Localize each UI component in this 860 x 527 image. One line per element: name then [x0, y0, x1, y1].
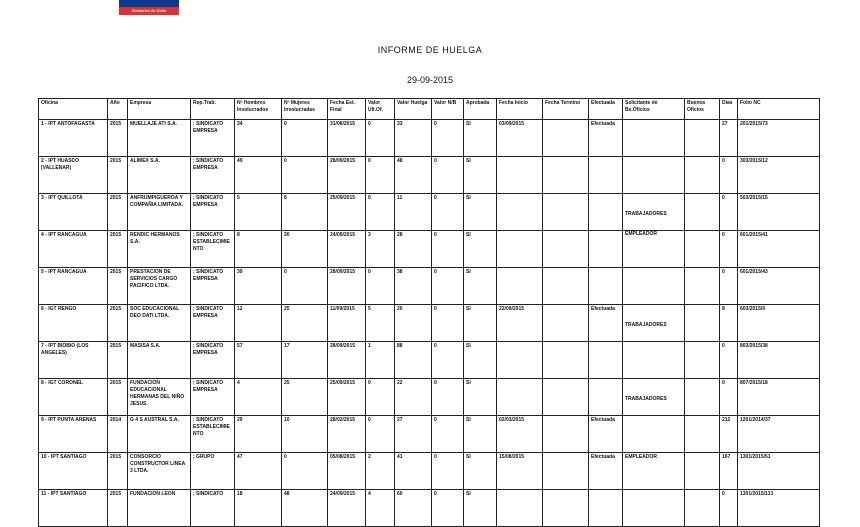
- table-cell: MUELLAJE ATI S.A.: [128, 120, 191, 157]
- table-cell: 0: [432, 416, 464, 453]
- column-header: Nº Hombres Involucrados: [235, 99, 282, 120]
- column-header: Fecha Est. Final: [328, 99, 366, 120]
- table-cell: 0: [720, 268, 738, 305]
- table-cell: [589, 231, 623, 268]
- table-cell: 0: [720, 157, 738, 194]
- table-cell: [623, 305, 685, 342]
- table-cell: [497, 231, 543, 268]
- cell-text: TRABAJADORES: [625, 211, 667, 217]
- table-cell: 29: [235, 416, 282, 453]
- table-cell: 0: [432, 490, 464, 527]
- table-cell: [497, 379, 543, 416]
- table-cell: SOC EDUCACIONAL DEO DATI LTDA.: [128, 305, 191, 342]
- table-cell: 12: [235, 305, 282, 342]
- table-cell: SI: [464, 120, 497, 157]
- table-cell: 0: [366, 416, 395, 453]
- table-cell: 5: [366, 305, 395, 342]
- table-cell: 2015: [108, 453, 128, 490]
- table-header: [39, 99, 820, 120]
- table-cell: 0: [432, 305, 464, 342]
- table-cell: [623, 416, 685, 453]
- table-cell: 0: [366, 157, 395, 194]
- table-cell: G 4 S AUSTRAL S.A.: [128, 416, 191, 453]
- table-cell: [543, 305, 589, 342]
- table-cell: 27: [395, 416, 432, 453]
- table-cell: 0: [282, 268, 328, 305]
- table-cell: 28: [395, 231, 432, 268]
- table-cell: 28/09/2015: [328, 157, 366, 194]
- table-cell: 4: [235, 379, 282, 416]
- table-cell: [623, 379, 685, 416]
- table-cell: [543, 194, 589, 231]
- table-cell: 8 - IGT CORONEL: [39, 379, 108, 416]
- table-cell: ; SINDICATO EMPRESA: [191, 157, 235, 194]
- table-cell: [685, 157, 720, 194]
- table-cell: [623, 490, 685, 527]
- table-cell: 8: [720, 305, 738, 342]
- table-cell: 201/2015/73: [738, 120, 820, 157]
- cell-text: TRABAJADORES: [625, 322, 667, 328]
- table-row: [39, 416, 820, 453]
- column-header: Efectuada: [589, 99, 623, 120]
- table-cell: 47: [235, 453, 282, 490]
- table-cell: 0: [282, 453, 328, 490]
- table-cell: 22: [395, 379, 432, 416]
- table-cell: [589, 194, 623, 231]
- table-cell: 8: [282, 194, 328, 231]
- table-cell: 2015: [108, 120, 128, 157]
- table-cell: ; SINDICATO EMPRESA: [191, 342, 235, 379]
- table-cell: 1301/2015/51: [738, 453, 820, 490]
- table-row: [39, 194, 820, 231]
- table-cell: 0: [282, 120, 328, 157]
- table-cell: 24/09/2015: [328, 490, 366, 527]
- table-cell: 48: [282, 490, 328, 527]
- table-cell: 11: [395, 194, 432, 231]
- table-cell: [589, 379, 623, 416]
- table-cell: 0: [366, 379, 395, 416]
- table-cell: 8: [235, 231, 282, 268]
- table-cell: 807/2015/18: [738, 379, 820, 416]
- table-cell: 803/2015/38: [738, 342, 820, 379]
- table-cell: 0: [432, 231, 464, 268]
- table-cell: 0: [282, 157, 328, 194]
- logo-text: Gobierno de Chile: [131, 8, 167, 13]
- table-cell: 0: [720, 231, 738, 268]
- table-cell: 5: [235, 194, 282, 231]
- table-cell: 3: [366, 231, 395, 268]
- table-cell: 31/08/2015: [328, 120, 366, 157]
- table-cell: ; GRUPO: [191, 453, 235, 490]
- table-cell: SI: [464, 194, 497, 231]
- table-cell: SI: [464, 268, 497, 305]
- table-cell: [589, 490, 623, 527]
- header-row: [39, 99, 820, 120]
- table-cell: PRESTACION DE SERVICIOS CARGO PACIFICO LTDA.: [128, 268, 191, 305]
- table-cell: 2015: [108, 379, 128, 416]
- table-cell: 0: [366, 194, 395, 231]
- column-header: Empresa: [128, 99, 191, 120]
- table-cell: RENDIC HERMANOS S.A.: [128, 231, 191, 268]
- column-header: Días: [720, 99, 738, 120]
- table-cell: 1301/2015/131: [738, 490, 820, 527]
- table-cell: 03/09/2015: [497, 120, 543, 157]
- report-date: 29-09-2015: [406, 75, 454, 85]
- table-cell: 11 - IPT SANTIAGO: [39, 490, 108, 527]
- table-cell: ; SINDICATO: [191, 490, 235, 527]
- table-cell: [685, 379, 720, 416]
- table-row: [39, 342, 820, 379]
- table-cell: ANFRUMPIGUEROA Y COMPAÑIA LIMITADA.: [128, 194, 191, 231]
- table-cell: ; SINDICATO ESTABLECIMIENTO: [191, 231, 235, 268]
- table-cell: 48: [395, 157, 432, 194]
- table-cell: 7 - IPT BIOBIO (LOS ANGELES): [39, 342, 108, 379]
- column-header: Folio NC: [738, 99, 820, 120]
- table-cell: Efectuada: [589, 120, 623, 157]
- table-cell: 4: [366, 490, 395, 527]
- table-cell: 33: [395, 120, 432, 157]
- table-cell: 25/09/2015: [328, 194, 366, 231]
- table-cell: 1: [366, 342, 395, 379]
- table-cell: FUNDACION LEON: [128, 490, 191, 527]
- table-cell: [685, 305, 720, 342]
- table-cell: 0: [432, 194, 464, 231]
- table-cell: 167: [720, 453, 738, 490]
- table-cell: 2015: [108, 231, 128, 268]
- table-cell: [543, 120, 589, 157]
- column-header: Valor Ult.Of.: [366, 99, 395, 120]
- table-cell: 0: [432, 453, 464, 490]
- table-cell: 4 - IPT RANCAGUA: [39, 231, 108, 268]
- table-cell: 2015: [108, 157, 128, 194]
- table-cell: [623, 194, 685, 231]
- table-cell: [623, 268, 685, 305]
- table-cell: [589, 268, 623, 305]
- table-cell: 28/09/2015: [328, 342, 366, 379]
- table-cell: 25: [282, 305, 328, 342]
- table-cell: ; SINDICATO EMPRESA: [191, 194, 235, 231]
- table-cell: 39: [235, 268, 282, 305]
- table-cell: 11/09/2015: [328, 305, 366, 342]
- table-cell: SI: [464, 231, 497, 268]
- table-cell: ; SINDICATO EMPRESA: [191, 120, 235, 157]
- table-cell: [543, 157, 589, 194]
- table-cell: [497, 157, 543, 194]
- table-cell: 1201/2014/37: [738, 416, 820, 453]
- table-cell: [497, 194, 543, 231]
- table-cell: 0: [432, 157, 464, 194]
- table-cell: 17: [282, 342, 328, 379]
- table-row: [39, 268, 820, 305]
- table-cell: 25/09/2015: [328, 379, 366, 416]
- table-cell: [685, 490, 720, 527]
- table-cell: 0: [432, 268, 464, 305]
- table-cell: MASISA S.A.: [128, 342, 191, 379]
- table-cell: 2 - IPT HUASCO (VALLENAR): [39, 157, 108, 194]
- table-cell: SI: [464, 453, 497, 490]
- table-cell: 6 - IGT RENGO: [39, 305, 108, 342]
- table-cell: [543, 453, 589, 490]
- table-cell: 2015: [108, 490, 128, 527]
- table-cell: 10: [282, 416, 328, 453]
- table-cell: 0: [720, 490, 738, 527]
- table-cell: 22/09/2015: [497, 305, 543, 342]
- table-cell: 60: [395, 490, 432, 527]
- table-cell: [543, 342, 589, 379]
- table-cell: [497, 490, 543, 527]
- table-cell: 601/2015/43: [738, 268, 820, 305]
- table-cell: 5 - IPT RANCAGUA: [39, 268, 108, 305]
- table-cell: 2015: [108, 268, 128, 305]
- column-header: Aprobada: [464, 99, 497, 120]
- table-cell: CONSORCIO CONSTRUCTOR LINEA 3 LTDA.: [128, 453, 191, 490]
- gobierno-de-chile-logo: [119, 0, 179, 15]
- column-header: Solicitante de Bs.Oficios: [623, 99, 685, 120]
- table-cell: 0: [432, 379, 464, 416]
- table-cell: 38: [395, 268, 432, 305]
- cell-text: TRABAJADORES: [625, 396, 667, 402]
- table-cell: 603/2015/9: [738, 305, 820, 342]
- column-header: Nº Mujeres Involucradas: [282, 99, 328, 120]
- table-cell: SI: [464, 342, 497, 379]
- table-cell: 2: [366, 453, 395, 490]
- table-cell: 10 - IPT SANTIAGO: [39, 453, 108, 490]
- table-cell: SI: [464, 416, 497, 453]
- table-cell: SI: [464, 157, 497, 194]
- table-cell: FUNDACION EDUCACIONAL HERMANAS DEL NIÑO JESUS.: [128, 379, 191, 416]
- table-cell: 1 - IPT ANTOFAGASTA: [39, 120, 108, 157]
- table-cell: [623, 157, 685, 194]
- table-cell: 28/02/2015: [328, 416, 366, 453]
- column-header: Año: [108, 99, 128, 120]
- table-cell: 02/03/2015: [497, 416, 543, 453]
- table-cell: [685, 342, 720, 379]
- table-cell: 503/2015/15: [738, 194, 820, 231]
- column-header: Valor Huelga: [395, 99, 432, 120]
- table-cell: Efectuada: [589, 453, 623, 490]
- table-row: [39, 379, 820, 416]
- table-cell: [543, 490, 589, 527]
- table-cell: 2015: [108, 194, 128, 231]
- table-cell: [543, 379, 589, 416]
- table-cell: 34: [235, 120, 282, 157]
- table-cell: 0: [432, 120, 464, 157]
- table-row: [39, 157, 820, 194]
- table-cell: [543, 231, 589, 268]
- table-cell: [685, 268, 720, 305]
- table-cell: [497, 268, 543, 305]
- table-cell: 05/08/2015: [328, 453, 366, 490]
- table-cell: 20: [395, 305, 432, 342]
- column-header: Fecha Termino: [543, 99, 589, 120]
- table-body: [39, 120, 820, 527]
- table-cell: [623, 120, 685, 157]
- table-cell: 24/09/2015: [328, 231, 366, 268]
- table-cell: ; SINDICATO ESTABLECIMIENTO: [191, 416, 235, 453]
- table-cell: 88: [395, 342, 432, 379]
- table-cell: [685, 194, 720, 231]
- table-cell: 601/2015/41: [738, 231, 820, 268]
- table-row: [39, 231, 820, 268]
- table-cell: 0: [366, 120, 395, 157]
- table-cell: [543, 268, 589, 305]
- table-cell: 57: [235, 342, 282, 379]
- report-title: INFORME DE HUELGA: [377, 45, 483, 55]
- table-cell: 2015: [108, 342, 128, 379]
- table-cell: ; SINDICATO EMPRESA: [191, 268, 235, 305]
- table-cell: ; SINDICATO EMPRESA: [191, 379, 235, 416]
- table-row: [39, 453, 820, 490]
- table-row: [39, 490, 820, 527]
- table-cell: ALIMEX S.A.: [128, 157, 191, 194]
- table-row: [39, 120, 820, 157]
- table-cell: 49: [235, 157, 282, 194]
- column-header: Oficina: [39, 99, 108, 120]
- table-cell: 0: [432, 342, 464, 379]
- table-cell: 30: [282, 231, 328, 268]
- table-cell: [685, 231, 720, 268]
- table-cell: [589, 342, 623, 379]
- table-cell: [623, 342, 685, 379]
- table-cell: SI: [464, 379, 497, 416]
- table-cell: 9 - IPT PUNTA ARENAS: [39, 416, 108, 453]
- table-cell: EMPLEADOR: [623, 453, 685, 490]
- table-cell: 25: [282, 379, 328, 416]
- table-cell: 0: [720, 379, 738, 416]
- strike-report-table: [38, 98, 820, 527]
- column-header: Rep.Trab.: [191, 99, 235, 120]
- table-cell: 0: [720, 342, 738, 379]
- table-cell: SI: [464, 490, 497, 527]
- table-cell: 2014: [108, 416, 128, 453]
- column-header: Fecha Inicio: [497, 99, 543, 120]
- table-cell: 0: [366, 268, 395, 305]
- table-cell: 303/2015/12: [738, 157, 820, 194]
- column-header: Valor N/B: [432, 99, 464, 120]
- table-cell: [543, 416, 589, 453]
- table-cell: 41: [395, 453, 432, 490]
- table-cell: 15/08/2015: [497, 453, 543, 490]
- table-cell: Efectuada: [589, 305, 623, 342]
- table-cell: [497, 342, 543, 379]
- table-cell: [685, 120, 720, 157]
- table-cell: Efectuada: [589, 416, 623, 453]
- table-cell: [685, 453, 720, 490]
- table-cell: 27: [720, 120, 738, 157]
- table-row: [39, 305, 820, 342]
- table-cell: 28/09/2015: [328, 268, 366, 305]
- table-cell: SI: [464, 305, 497, 342]
- table-cell: 212: [720, 416, 738, 453]
- table-cell: EMPLEADOR: [623, 231, 685, 268]
- table-cell: ; SINDICATO EMPRESA: [191, 305, 235, 342]
- table-cell: 3 - IPT QUILLOTA: [39, 194, 108, 231]
- column-header: Buenos Oficios: [685, 99, 720, 120]
- table-cell: 18: [235, 490, 282, 527]
- table-cell: [589, 157, 623, 194]
- table-cell: [685, 416, 720, 453]
- table-cell: 0: [720, 194, 738, 231]
- table-cell: 2015: [108, 305, 128, 342]
